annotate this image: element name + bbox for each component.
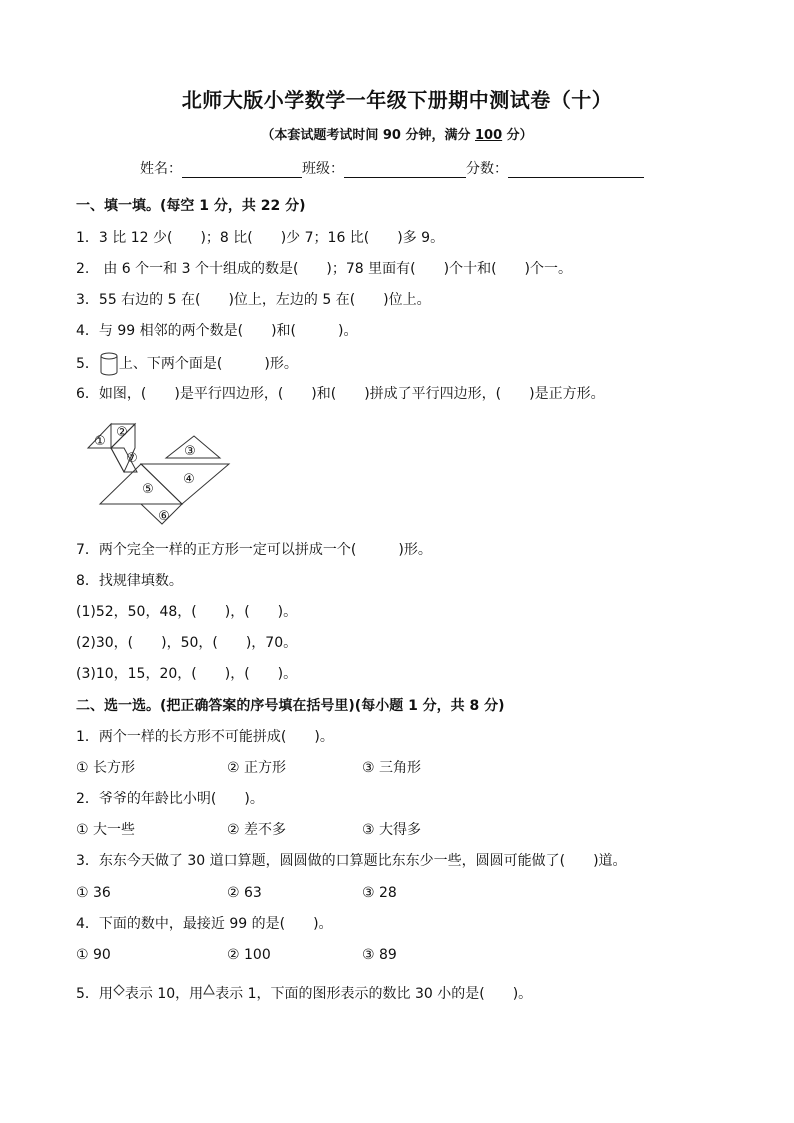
section2-heading: 二、选一选。(把正确答案的序号填在括号里)(每小题 1 分，共 8 分) (76, 698, 505, 714)
s1-q5-number: 5． (76, 356, 99, 372)
tangram-label-4: ④ (183, 472, 195, 487)
s1-question-8-2: (2)30，( )，50，( )，70。 (76, 635, 298, 651)
cylinder-icon (99, 352, 119, 376)
s2-q5-part-b: 表示 10，用 (124, 986, 204, 1002)
s2-question-1: 1．两个一样的长方形不可能拼成( )。 (76, 729, 334, 745)
s1-question-6: 6．如图，( )是平行四边形，( )和( )拼成了平行四边形，( )是正方形。 (76, 386, 605, 402)
s2-q4-option-1: ① 90 (76, 947, 111, 963)
subtitle-full-score: 100 (475, 128, 503, 143)
s2-question-3: 3．东东今天做了 30 道口算题，圆圆做的口算题比东东少一些，圆圆可能做了( )道。 (76, 853, 627, 869)
class-label: 班级： (302, 161, 344, 177)
s2-q1-option-1: ① 长方形 (76, 760, 136, 776)
s2-q2-option-2: ② 差不多 (227, 822, 287, 838)
s2-q3-option-3: ③ 28 (362, 885, 397, 901)
s2-q5-part-a: 5．用 (76, 986, 113, 1002)
s1-question-8-3: (3)10，15，20，( )，( )。 (76, 666, 298, 682)
tangram-label-6: ⑥ (158, 509, 170, 524)
s1-question-2: 2. 由 6 个一和 3 个十组成的数是( )；78 里面有( )个十和( )个一。 (76, 261, 573, 277)
tangram-figure (84, 412, 234, 530)
score-blank[interactable] (508, 163, 644, 178)
name-label: 姓名： (140, 161, 182, 177)
tangram-label-5: ⑤ (142, 482, 154, 497)
tangram-piece-5 (100, 464, 182, 504)
tangram-label-1: ① (94, 434, 106, 449)
s2-question-4: 4．下面的数中，最接近 99 的是( )。 (76, 916, 333, 932)
s2-question-2: 2．爷爷的年龄比小明( )。 (76, 791, 264, 807)
s2-q4-option-2: ② 100 (227, 947, 271, 963)
page-subtitle (0, 124, 794, 143)
class-blank[interactable] (344, 163, 466, 178)
s2-q1-option-3: ③ 三角形 (362, 760, 422, 776)
s1-question-1: 1．3 比 12 少( )；8 比( )少 7；16 比( )多 9。 (76, 230, 445, 246)
diamond-icon (113, 984, 125, 996)
s2-q5-part-c: 表示 1，下面的图形表示的数比 30 小的是( )。 (215, 986, 533, 1002)
student-info-row (140, 158, 644, 178)
s1-question-3: 3．55 右边的 5 在( )位上，左边的 5 在( )位上。 (76, 292, 431, 308)
s2-q3-option-2: ② 63 (227, 885, 262, 901)
subtitle-prefix: （本套试题考试时间 90 分钟，满分 (261, 128, 471, 143)
s1-question-7: 7．两个完全一样的正方形一定可以拼成一个( )形。 (76, 542, 432, 558)
s2-q2-option-3: ③ 大得多 (362, 822, 422, 838)
s2-q1-option-2: ② 正方形 (227, 760, 287, 776)
tangram-label-3: ③ (184, 444, 196, 459)
tangram-label-2: ② (116, 425, 128, 440)
s2-q3-option-1: ① 36 (76, 885, 111, 901)
s2-question-5 (76, 984, 532, 1004)
s1-q5-text: 上、下两个面是( )形。 (118, 356, 298, 372)
s2-q2-option-1: ① 大一些 (76, 822, 136, 838)
page-title: 北师大版小学数学一年级下册期中测试卷（十） (181, 88, 613, 112)
s1-question-8-1: (1)52，50，48，( )，( )。 (76, 604, 298, 620)
tangram-label-7: ⑦ (126, 451, 138, 466)
subtitle-suffix: 分） (506, 128, 533, 143)
s1-question-8: 8．找规律填数。 (76, 573, 183, 589)
triangle-icon (203, 984, 215, 996)
score-label: 分数： (466, 161, 508, 177)
s2-q4-option-3: ③ 89 (362, 947, 397, 963)
s1-question-5 (76, 352, 298, 376)
name-blank[interactable] (182, 163, 302, 178)
section1-heading: 一、填一填。(每空 1 分，共 22 分) (76, 198, 306, 214)
s1-question-4: 4．与 99 相邻的两个数是( )和( )。 (76, 323, 358, 339)
